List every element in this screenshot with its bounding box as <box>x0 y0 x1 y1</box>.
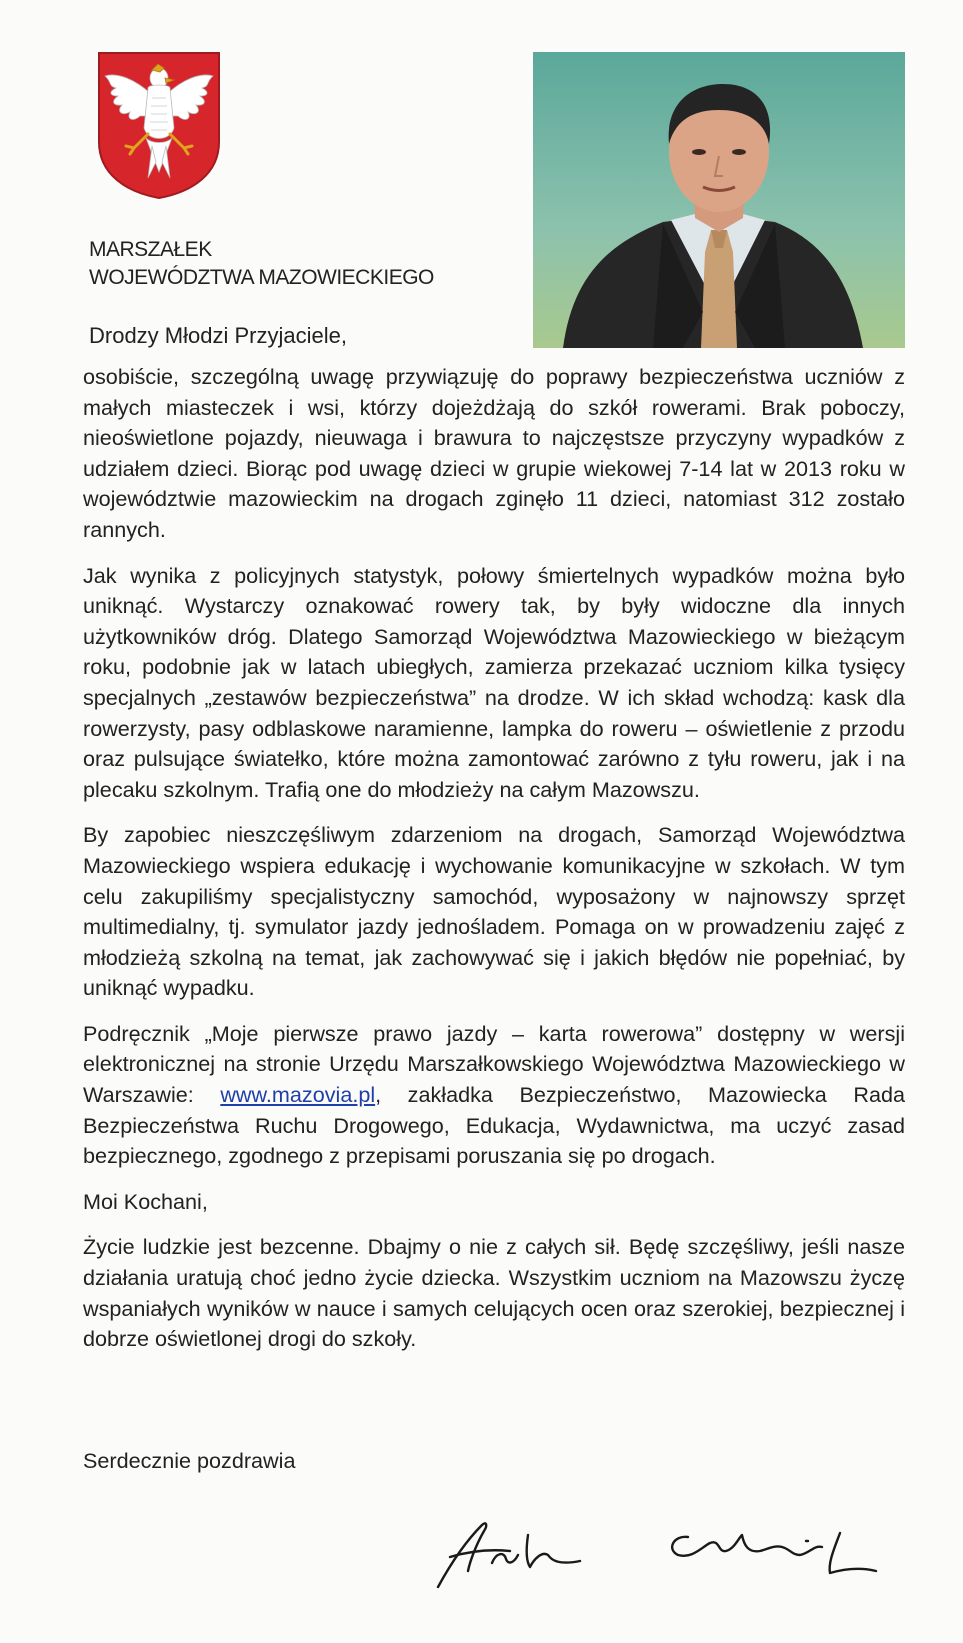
paragraph-1: osobiście, szczególną uwagę przywiązuję do poprawy bezpieczeństwa uczniów z małych miasteczek i wsi, którzy dojeżdżają do szkół rowerami. Brak poboczy, nieoświetlone pojazdy, nieuwaga i brawura to najczęstsze przyczyny wypadków z udziałem dzieci. Biorąc pod uwagę dzieci w grupie wiekowej 7-14 lat w 2013 roku w województwie mazowieckim na drogach zginęło 11 dzieci, natomiast 312 zostało rannych. <box>83 364 905 542</box>
title-line-1: MARSZAŁEK <box>89 238 212 261</box>
coat-of-arms-icon <box>96 50 222 200</box>
portrait-photo <box>533 52 905 348</box>
paragraph-4 <box>83 1019 905 1172</box>
paragraph-5: Moi Kochani, <box>83 1188 208 1214</box>
paragraph-3: By zapobiec nieszczęśliwym zdarzeniom na drogach, Samorząd Województwa Mazowieckiego wspiera edukację i wychowanie komunikacyjne w szkołach. W tym celu zakupiliśmy specjalistyczny samochód, wyposażony w najnowszy sprzęt multimedialny, tj. symulator jazdy jednośladem. Pomaga on w prowadzeniu zajęć z młodzieżą szkolną na temat, jak zachowywać się i jakich błędów nie popełniać, by uniknąć wypadku. <box>83 822 905 1001</box>
paragraph-2: Jak wynika z policyjnych statystyk, połowy śmiertelnych wypadków można było uniknąć. Wystarczy oznakować rowery tak, by były widoczne dla innych użytkowników dróg. Dlatego Samorząd Województwa Mazowieckiego w bieżącym roku, podobnie jak w latach ubiegłych, zamierza przekazać uczniom kilka tysięcy specjalnych „zestawów bezpieczeństwa” na drodze. W ich skład wchodzą: kask dla rowerzysty, pasy odblaskowe naramienne, lampka do roweru – oświetlenie z przodu oraz pulsujące światełko, które można zamontować zarówno z tyłu roweru, jak i na plecaku szkolnym. Trafią one do młodzieży na całym Mazowszu. <box>83 562 905 802</box>
paragraph-4-text-before-link: Podręcznik „Moje pierwsze prawo jazdy – karta rowerowa” dostępny w wersji elektronicznej na stronie Urzędu Marszałkowskiego Województwa Mazowieckiego w Warszawie: <box>83 1020 905 1108</box>
letter-body <box>83 362 905 1370</box>
handwritten-signature <box>430 1505 900 1595</box>
paragraph-6: Życie ludzkie jest bezcenne. Dbajmy o nie z całych sił. Będę szczęśliwy, jeśli nasze działania uratują choć jedno życie dziecka. Wszystkim uczniom na Mazowszu życzę wspaniałych wyników w nauce i samych celujących ocen oraz szerokiej, bezpiecznej i dobrze oświetlonej drogi do szkoły. <box>83 1234 905 1352</box>
mazovia-website-link[interactable]: www.mazovia.pl <box>220 1082 376 1108</box>
paragraph-4-text-after-link: , zakładka Bezpieczeństwo, Mazowiecka Rada Bezpieczeństwa Ruchu Drogowego, Edukacja, Wydawnictwa, ma uczyć zasad bezpiecznego, zgodnego z przepisami poruszania się po drogach. <box>83 1082 905 1169</box>
title-line-2: WOJEWÓDZTWA MAZOWIECKIEGO <box>89 266 434 289</box>
salutation: Drodzy Młodzi Przyjaciele, <box>89 323 347 348</box>
document-title <box>89 236 434 292</box>
closing-greeting: Serdecznie pozdrawia <box>83 1448 296 1473</box>
